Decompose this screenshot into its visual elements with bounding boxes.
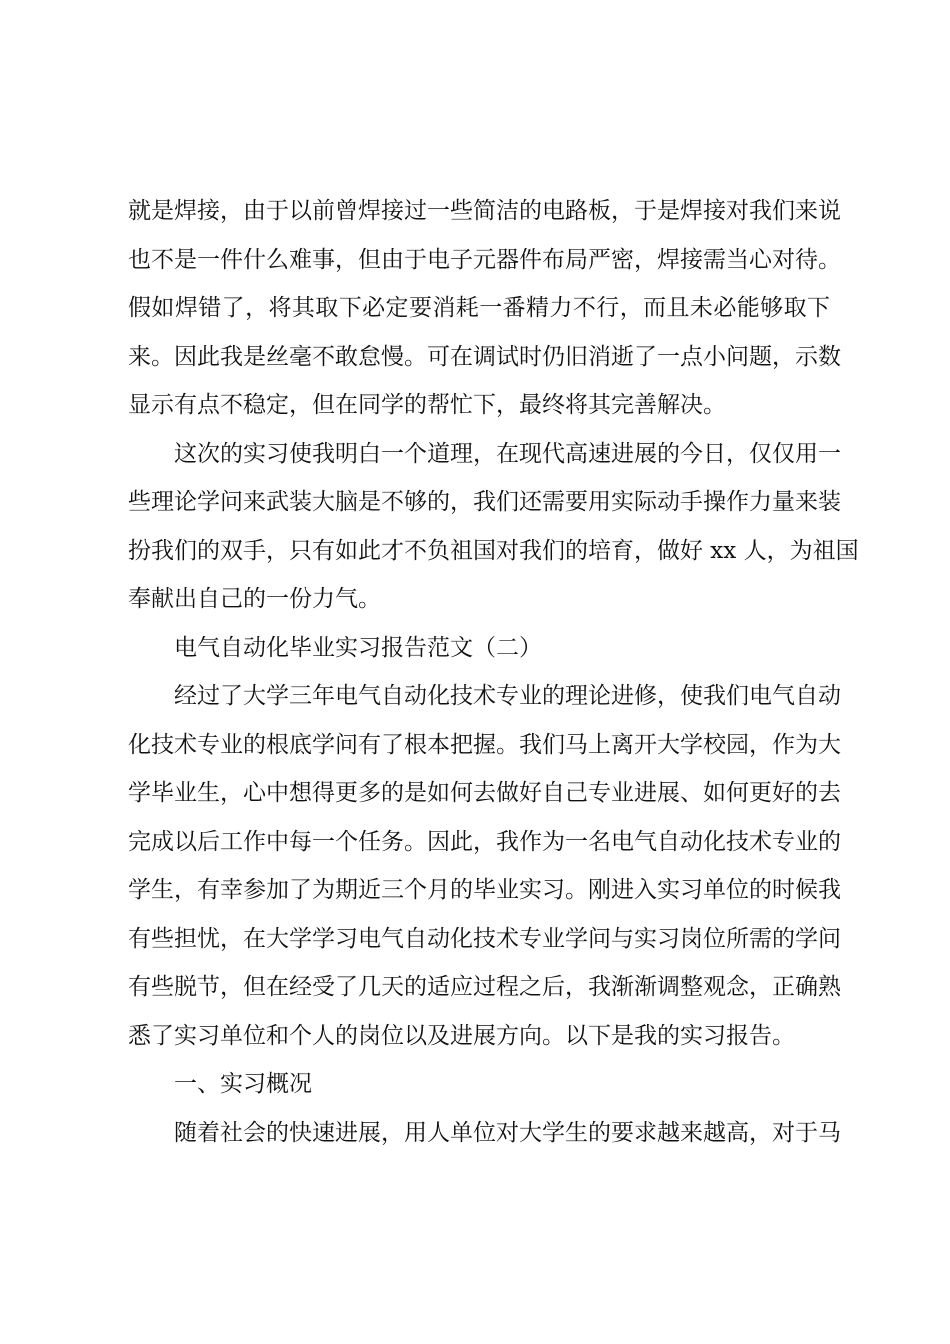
paragraph-first-line: 这次的实习使我明白一个道理，在现代高速进展的今日，仅仅用一 <box>174 440 841 467</box>
text-line: 假如焊错了，将其取下必定要消耗一番精力不行，而且未必能够取下 <box>128 295 830 321</box>
text-line: 些理论学问来武装大脑是不够的，我们还需要用实际动手操作力量来装 <box>128 489 841 515</box>
section-heading: 电气自动化毕业实习报告范文（二） <box>174 634 542 661</box>
text-line: 扮我们的双手，只有如此才不负祖国对我们的培育，做好 xx 人，为祖国 <box>128 537 859 564</box>
subsection-heading: 一、实习概况 <box>174 1071 312 1097</box>
text-line: 就是焊接，由于以前曾焊接过一些简洁的电路板，于是焊接对我们来说 <box>128 198 841 224</box>
paragraph-first-line: 随着社会的快速进展，用人单位对大学生的要求越来越高，对于马 <box>174 1119 841 1146</box>
text-line: 化技术专业的根底学问有了根本把握。我们马上离开大学校园，作为大 <box>128 731 841 758</box>
text-line: 也不是一件什么难事，但由于电子元器件布局严密，焊接需当心对待。 <box>128 246 841 273</box>
paragraph-first-line: 经过了大学三年电气自动化技术专业的理论进修，使我们电气自动 <box>174 683 841 709</box>
text-line: 悉了实习单位和个人的岗位以及进展方向。以下是我的实习报告。 <box>128 1022 795 1049</box>
text-line: 学毕业生，心中想得更多的是如何去做好自己专业进展、如何更好的去 <box>128 780 841 806</box>
text-line: 完成以后工作中每一个任务。因此，我作为一名电气自动化技术专业的 <box>128 828 841 855</box>
text-line: 显示有点不稳定，但在同学的帮忙下，最终将其完善解决。 <box>128 392 726 418</box>
text-line: 有些脱节，但在经受了几天的适应过程之后，我渐渐调整观念，正确熟 <box>128 974 841 1000</box>
text-line: 学生，有幸参加了为期近三个月的毕业实习。刚进入实习单位的时候我 <box>128 877 841 903</box>
text-line: 奉献出自己的一份力气。 <box>128 586 381 612</box>
text-line: 来。因此我是丝毫不敢怠慢。可在调试时仍旧消逝了一点小问题，示数 <box>128 343 841 370</box>
body-text <box>128 187 859 1157</box>
text-line: 有些担忧，在大学学习电气自动化技术专业学问与实习岗位所需的学问 <box>128 925 841 952</box>
